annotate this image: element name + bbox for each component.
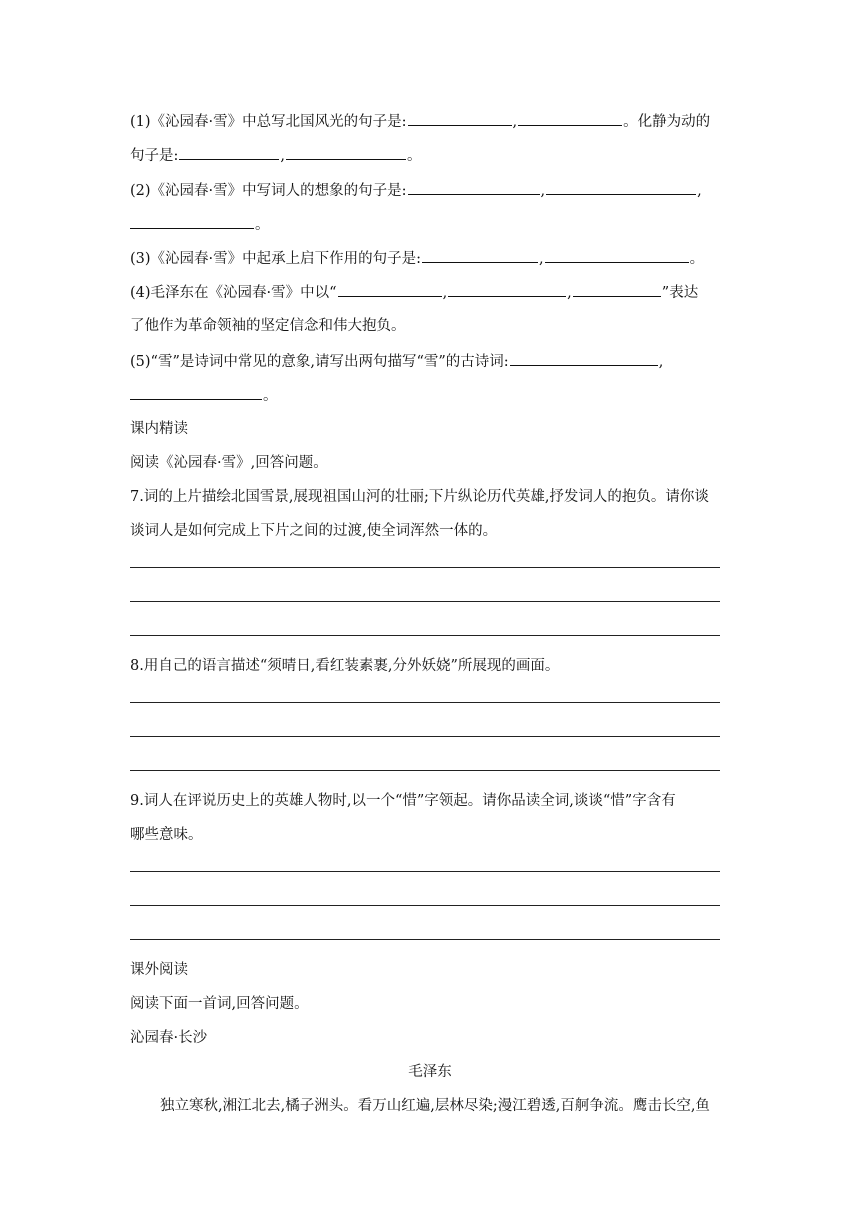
question-4-cont: 了他作为革命领袖的坚定信念和伟大抱负。 <box>130 318 406 334</box>
answer-line[interactable] <box>130 635 720 636</box>
question-1-text: (1)《沁园春·雪》中总写北国风光的句子是: <box>130 114 407 130</box>
answer-blank[interactable] <box>510 351 658 366</box>
separator: , <box>540 183 546 199</box>
answer-blank[interactable] <box>130 214 254 229</box>
answer-blank[interactable] <box>130 385 262 400</box>
question-3 <box>130 248 704 269</box>
answer-line[interactable] <box>130 567 720 568</box>
question-5-line-1 <box>130 351 663 372</box>
answer-blank[interactable] <box>573 282 661 297</box>
answer-blank[interactable] <box>338 282 442 297</box>
separator: , <box>280 148 285 164</box>
question-1-line-1 <box>130 111 710 132</box>
question-3-text: (3)《沁园春·雪》中起承上启下作用的句子是: <box>130 251 422 267</box>
answer-blank[interactable] <box>408 180 540 195</box>
period: 。 <box>689 251 705 267</box>
answer-blank[interactable] <box>518 111 622 126</box>
answer-blank[interactable] <box>422 248 538 263</box>
answer-blank[interactable] <box>545 248 689 263</box>
question-9-line-1: 9.词人在评说历史上的英雄人物时,以一个“惜”字领起。请你品读全词,谈谈“惜”字含有 <box>130 793 676 809</box>
reading-instruction-2: 阅读下面一首词,回答问题。 <box>130 996 309 1012</box>
poem-author: 毛泽东 <box>408 1064 452 1080</box>
answer-blank[interactable] <box>408 111 512 126</box>
separator: , <box>539 251 544 267</box>
question-8: 8.用自己的语言描述“须晴日,看红装素裹,分外妖娆”所展现的画面。 <box>130 658 560 674</box>
separator: , <box>658 354 664 370</box>
question-5-text: (5)“雪”是诗词中常见的意象,请写出两句描写“雪”的古诗词: <box>130 354 509 370</box>
period: 。 <box>263 388 278 404</box>
answer-line[interactable] <box>130 601 720 602</box>
question-2-text: (2)《沁园春·雪》中写词人的想象的句子是: <box>130 183 407 199</box>
answer-line[interactable] <box>130 702 720 703</box>
answer-line[interactable] <box>130 871 720 872</box>
question-2-line-2 <box>130 214 270 235</box>
question-5-line-2 <box>130 385 278 406</box>
question-4-tail: ”表达 <box>661 285 699 301</box>
separator: , <box>442 285 448 301</box>
question-4-text: (4)毛泽东在《沁园春·雪》中以“ <box>130 285 337 301</box>
separator: , <box>567 285 572 301</box>
question-1-cont: 句子是: <box>130 148 179 164</box>
period: 。 <box>407 148 422 164</box>
section-heading-extracurricular: 课外阅读 <box>130 962 188 978</box>
poem-title: 沁园春·长沙 <box>130 1030 208 1046</box>
question-9-line-2: 哪些意味。 <box>130 827 203 843</box>
question-4-line-1 <box>130 282 698 303</box>
answer-blank[interactable] <box>448 282 566 297</box>
answer-blank[interactable] <box>179 145 279 160</box>
answer-line[interactable] <box>130 770 720 771</box>
answer-blank[interactable] <box>546 180 696 195</box>
period: 。 <box>255 217 270 233</box>
question-2-line-1 <box>130 180 702 201</box>
answer-blank[interactable] <box>286 145 406 160</box>
answer-line[interactable] <box>130 905 720 906</box>
question-7-line-2: 谈词人是如何完成上下片之间的过渡,使全词浑然一体的。 <box>130 523 498 539</box>
section-heading-in-class: 课内精读 <box>130 421 188 437</box>
question-4-line-2 <box>130 316 406 336</box>
separator: , <box>697 183 702 199</box>
reading-instruction-1: 阅读《沁园春·雪》,回答问题。 <box>130 455 328 471</box>
separator: , <box>512 114 518 130</box>
poem-line: 独立寒秋,湘江北去,橘子洲头。看万山红遍,层林尽染;漫江碧透,百舸争流。鹰击长空,鱼 <box>160 1098 710 1114</box>
question-7-line-1: 7.词的上片描绘北国雪景,展现祖国山河的壮丽;下片纵论历代英雄,抒发词人的抱负。请你谈 <box>130 489 709 505</box>
question-1-tail: 。化静为动的 <box>623 114 711 130</box>
answer-line[interactable] <box>130 736 720 737</box>
question-1-line-2 <box>130 145 422 166</box>
answer-line[interactable] <box>130 939 720 940</box>
